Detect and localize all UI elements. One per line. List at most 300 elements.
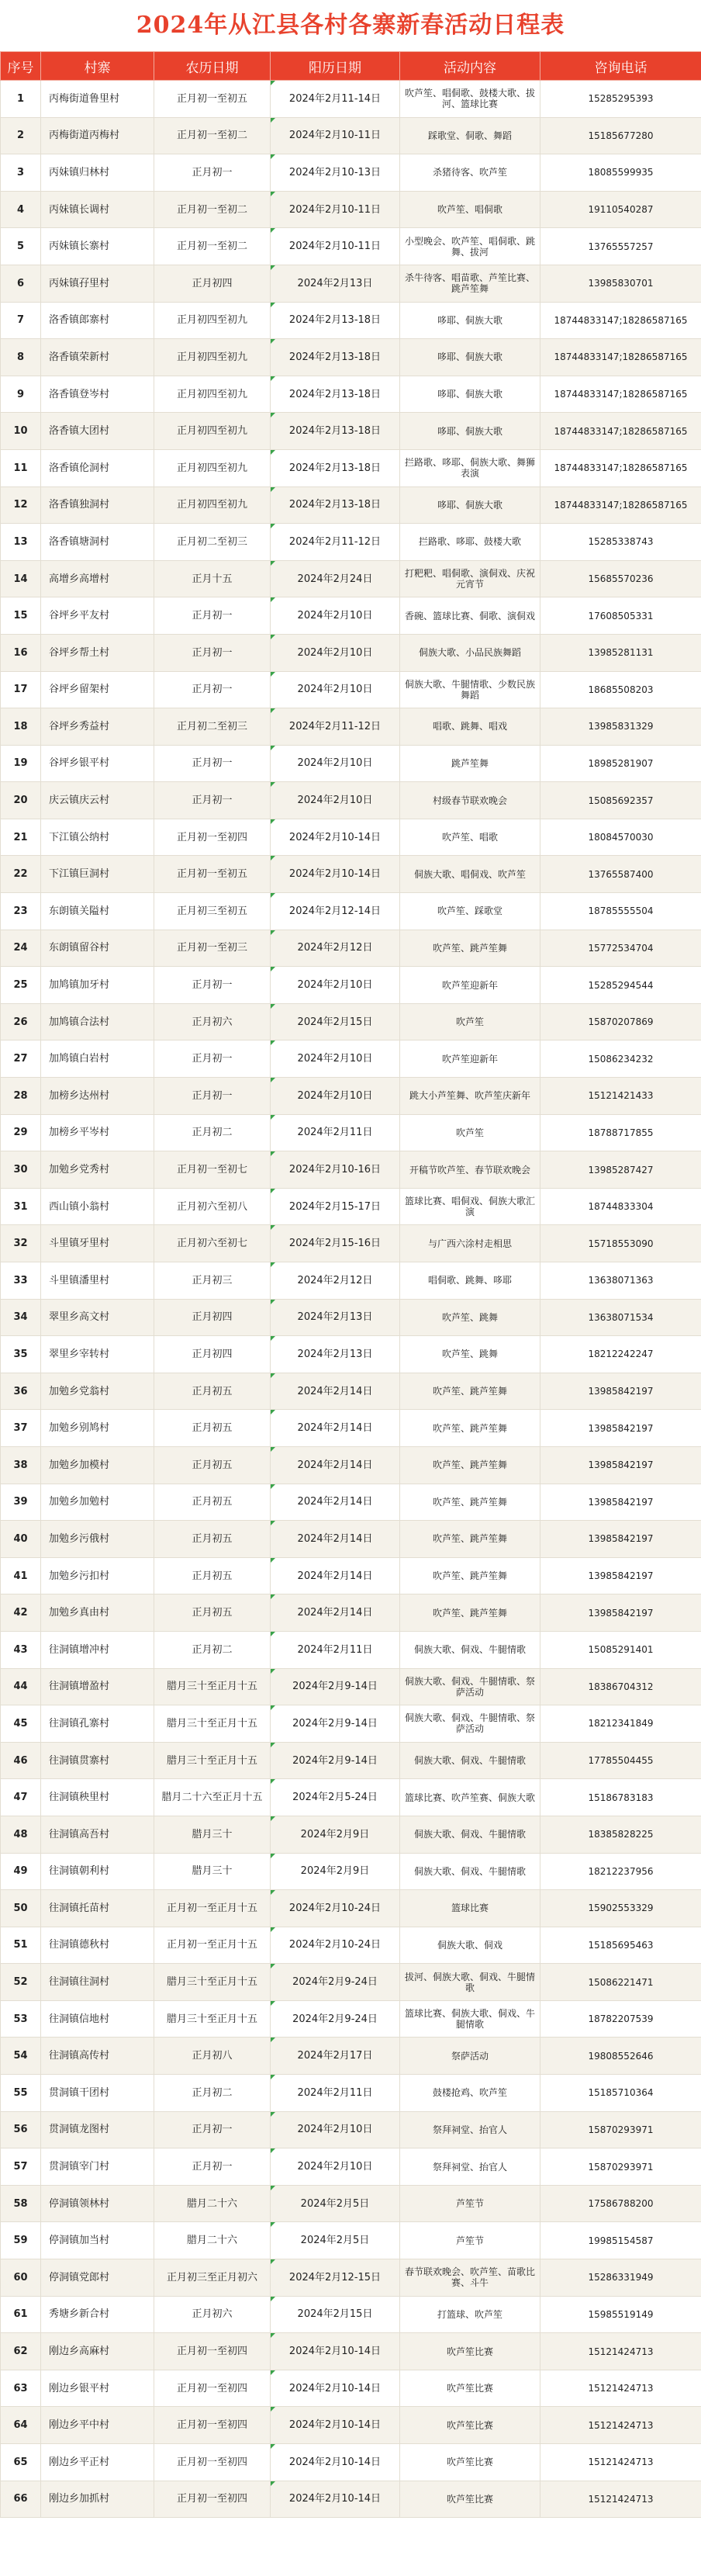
- cell-phone: 15718553090: [540, 1225, 701, 1262]
- cell-activity: 拦路歌、哆耶、鼓楼大歌: [400, 524, 540, 561]
- cell-gregorian-date: 2024年2月10-14日: [271, 2370, 400, 2407]
- cell-village: 加勉乡别鸠村: [41, 1410, 154, 1447]
- cell-lunar-date: 正月初五: [154, 1446, 271, 1484]
- table-row: [1, 1557, 701, 1594]
- cell-village: 谷坪乡留架村: [41, 671, 154, 708]
- cell-lunar-date: 正月初五: [154, 1410, 271, 1447]
- table-row: [1, 1151, 701, 1189]
- cell-gregorian-date: 2024年2月11-14日: [271, 81, 400, 118]
- cell-activity: 吹芦笙比赛: [400, 2333, 540, 2370]
- cell-village: 往洞镇增盈村: [41, 1668, 154, 1705]
- table-row: [1, 2296, 701, 2333]
- cell-index: 19: [1, 745, 41, 782]
- table-row: [1, 930, 701, 967]
- cell-lunar-date: 正月初一至初四: [154, 2444, 271, 2481]
- cell-phone: 15286331949: [540, 2259, 701, 2297]
- cell-gregorian-date: 2024年2月10日: [271, 967, 400, 1004]
- cell-activity: 吹芦笙: [400, 1114, 540, 1151]
- table-row: [1, 339, 701, 376]
- cell-index: 40: [1, 1521, 41, 1558]
- cell-activity: 侗族大歌、牛腿情歌、少数民族舞蹈: [400, 671, 540, 708]
- cell-phone: 13638071534: [540, 1299, 701, 1336]
- schedule-table: [0, 51, 701, 2518]
- cell-village: 洛香镇塘洞村: [41, 524, 154, 561]
- cell-lunar-date: 正月初六: [154, 1003, 271, 1040]
- cell-phone: 13765587400: [540, 856, 701, 893]
- cell-lunar-date: 正月初一至初二: [154, 191, 271, 228]
- cell-village: 谷坪乡帮土村: [41, 634, 154, 671]
- table-row: [1, 1816, 701, 1853]
- cell-phone: 18744833147;18286587165: [540, 376, 701, 413]
- cell-gregorian-date: 2024年2月14日: [271, 1594, 400, 1632]
- cell-lunar-date: 腊月三十至正月十五: [154, 2000, 271, 2038]
- table-row: [1, 1964, 701, 2001]
- cell-activity: 侗族大歌、侗戏、牛腿情歌: [400, 1853, 540, 1890]
- cell-activity: 吹芦笙、踩歌堂: [400, 893, 540, 930]
- cell-gregorian-date: 2024年2月5日: [271, 2222, 400, 2259]
- cell-gregorian-date: 2024年2月10日: [271, 1040, 400, 1078]
- cell-village: 加勉乡污扣村: [41, 1557, 154, 1594]
- cell-phone: 13985842197: [540, 1484, 701, 1521]
- cell-index: 29: [1, 1114, 41, 1151]
- table-row: [1, 560, 701, 597]
- table-row: [1, 191, 701, 228]
- cell-index: 49: [1, 1853, 41, 1890]
- cell-lunar-date: 正月初三: [154, 1262, 271, 1300]
- cell-village: 停洞镇加当村: [41, 2222, 154, 2259]
- cell-lunar-date: 正月初四: [154, 1336, 271, 1373]
- cell-gregorian-date: 2024年2月10日: [271, 634, 400, 671]
- cell-lunar-date: 正月初一: [154, 671, 271, 708]
- cell-lunar-date: 正月十五: [154, 560, 271, 597]
- cell-gregorian-date: 2024年2月12日: [271, 1262, 400, 1300]
- cell-phone: 18212237956: [540, 1853, 701, 1890]
- cell-index: 55: [1, 2075, 41, 2112]
- cell-phone: 13985842197: [540, 1373, 701, 1410]
- cell-phone: 18788717855: [540, 1114, 701, 1151]
- cell-activity: 篮球比赛、侗族大歌、侗戏、牛腿情歌: [400, 2000, 540, 2038]
- cell-lunar-date: 正月初一至初四: [154, 2370, 271, 2407]
- cell-village: 丙妹镇孖里村: [41, 265, 154, 302]
- cell-phone: 15086221471: [540, 1964, 701, 2001]
- cell-lunar-date: 正月初四至初九: [154, 413, 271, 450]
- cell-village: 洛香镇登岑村: [41, 376, 154, 413]
- cell-lunar-date: 正月初一: [154, 745, 271, 782]
- cell-activity: 与广西六涂村走相思: [400, 1225, 540, 1262]
- table-row: [1, 1705, 701, 1743]
- cell-activity: 吹芦笙、跳舞: [400, 1336, 540, 1373]
- cell-phone: 15285295393: [540, 81, 701, 118]
- cell-lunar-date: 正月初一: [154, 967, 271, 1004]
- table-row: [1, 486, 701, 524]
- cell-index: 63: [1, 2370, 41, 2407]
- table-row: [1, 1003, 701, 1040]
- cell-phone: 18744833147;18286587165: [540, 413, 701, 450]
- cell-gregorian-date: 2024年2月9-14日: [271, 1742, 400, 1779]
- cell-index: 54: [1, 2038, 41, 2075]
- cell-phone: 15121424713: [540, 2407, 701, 2444]
- cell-activity: 吹芦笙、跳芦笙舞: [400, 1594, 540, 1632]
- cell-lunar-date: 腊月三十: [154, 1853, 271, 1890]
- cell-phone: 18744833304: [540, 1188, 701, 1225]
- cell-gregorian-date: 2024年2月13-18日: [271, 339, 400, 376]
- table-row: [1, 1040, 701, 1078]
- cell-activity: 吹芦笙比赛: [400, 2370, 540, 2407]
- table-row: [1, 81, 701, 118]
- cell-gregorian-date: 2024年2月13-18日: [271, 413, 400, 450]
- cell-index: 33: [1, 1262, 41, 1300]
- cell-activity: 侗族大歌、侗戏、牛腿情歌、祭萨活动: [400, 1668, 540, 1705]
- cell-phone: 13765557257: [540, 228, 701, 265]
- cell-lunar-date: 正月初一至初五: [154, 81, 271, 118]
- cell-index: 5: [1, 228, 41, 265]
- table-row: [1, 782, 701, 819]
- cell-gregorian-date: 2024年2月10-24日: [271, 1927, 400, 1964]
- cell-index: 23: [1, 893, 41, 930]
- cell-index: 24: [1, 930, 41, 967]
- cell-activity: 吹芦笙、跳芦笙舞: [400, 930, 540, 967]
- cell-activity: 芦笙节: [400, 2222, 540, 2259]
- cell-activity: 吹芦笙: [400, 1003, 540, 1040]
- cell-phone: 18985281907: [540, 745, 701, 782]
- cell-lunar-date: 正月初一至初四: [154, 2481, 271, 2518]
- cell-phone: 15121424713: [540, 2444, 701, 2481]
- cell-gregorian-date: 2024年2月13-18日: [271, 449, 400, 486]
- cell-lunar-date: 正月初一: [154, 597, 271, 635]
- cell-phone: 18085599935: [540, 154, 701, 192]
- cell-gregorian-date: 2024年2月14日: [271, 1410, 400, 1447]
- cell-gregorian-date: 2024年2月14日: [271, 1521, 400, 1558]
- cell-gregorian-date: 2024年2月14日: [271, 1373, 400, 1410]
- cell-phone: 17586788200: [540, 2185, 701, 2222]
- table-row: [1, 1188, 701, 1225]
- cell-lunar-date: 正月初四至初九: [154, 339, 271, 376]
- cell-village: 庆云镇庆云村: [41, 782, 154, 819]
- cell-phone: 19985154587: [540, 2222, 701, 2259]
- cell-index: 46: [1, 1742, 41, 1779]
- cell-activity: 侗族大歌、侗戏: [400, 1927, 540, 1964]
- cell-gregorian-date: 2024年2月10-11日: [271, 117, 400, 154]
- cell-lunar-date: 正月初三至初五: [154, 893, 271, 930]
- cell-village: 丙妹镇长寨村: [41, 228, 154, 265]
- cell-activity: 侗族大歌、侗戏、牛腿情歌: [400, 1816, 540, 1853]
- cell-activity: 打篮球、吹芦笙: [400, 2296, 540, 2333]
- table-row: [1, 154, 701, 192]
- cell-village: 丙妹镇归林村: [41, 154, 154, 192]
- cell-gregorian-date: 2024年2月10日: [271, 597, 400, 635]
- cell-phone: 18212341849: [540, 1705, 701, 1743]
- cell-gregorian-date: 2024年2月9日: [271, 1853, 400, 1890]
- cell-village: 加鸠镇合法村: [41, 1003, 154, 1040]
- table-row: [1, 2038, 701, 2075]
- cell-index: 52: [1, 1964, 41, 2001]
- cell-lunar-date: 正月初一: [154, 2111, 271, 2148]
- cell-index: 38: [1, 1446, 41, 1484]
- cell-lunar-date: 正月初一: [154, 1040, 271, 1078]
- cell-index: 7: [1, 302, 41, 339]
- table-row: [1, 819, 701, 856]
- cell-gregorian-date: 2024年2月24日: [271, 560, 400, 597]
- cell-village: 往洞镇托苗村: [41, 1890, 154, 1927]
- cell-index: 66: [1, 2481, 41, 2518]
- cell-gregorian-date: 2024年2月10-16日: [271, 1151, 400, 1189]
- table-body: [1, 81, 701, 2518]
- cell-phone: 15870293971: [540, 2111, 701, 2148]
- cell-village: 刚边乡平中村: [41, 2407, 154, 2444]
- cell-lunar-date: 腊月三十至正月十五: [154, 1964, 271, 2001]
- cell-activity: 吹芦笙、跳芦笙舞: [400, 1446, 540, 1484]
- table-row: [1, 2148, 701, 2186]
- table-row: [1, 2407, 701, 2444]
- cell-village: 加鸠镇白岩村: [41, 1040, 154, 1078]
- cell-index: 64: [1, 2407, 41, 2444]
- cell-lunar-date: 正月初一: [154, 1078, 271, 1115]
- table-row: [1, 1373, 701, 1410]
- cell-lunar-date: 正月初五: [154, 1484, 271, 1521]
- cell-gregorian-date: 2024年2月11-12日: [271, 708, 400, 746]
- cell-gregorian-date: 2024年2月10-24日: [271, 1890, 400, 1927]
- cell-gregorian-date: 2024年2月13日: [271, 265, 400, 302]
- cell-index: 37: [1, 1410, 41, 1447]
- cell-village: 加勉乡党翁村: [41, 1373, 154, 1410]
- cell-village: 谷坪乡平友村: [41, 597, 154, 635]
- cell-activity: 哆耶、侗族大歌: [400, 486, 540, 524]
- table-row: [1, 1927, 701, 1964]
- table-row: [1, 2075, 701, 2112]
- cell-activity: 侗族大歌、侗戏、牛腿情歌、祭萨活动: [400, 1705, 540, 1743]
- cell-gregorian-date: 2024年2月13日: [271, 1336, 400, 1373]
- cell-index: 10: [1, 413, 41, 450]
- cell-gregorian-date: 2024年2月11日: [271, 1114, 400, 1151]
- cell-gregorian-date: 2024年2月10-14日: [271, 2481, 400, 2518]
- table-row: [1, 856, 701, 893]
- cell-index: 28: [1, 1078, 41, 1115]
- cell-index: 58: [1, 2185, 41, 2222]
- cell-index: 39: [1, 1484, 41, 1521]
- cell-lunar-date: 正月初二: [154, 1114, 271, 1151]
- cell-village: 刚边乡高麻村: [41, 2333, 154, 2370]
- cell-village: 刚边乡平正村: [41, 2444, 154, 2481]
- table-row: [1, 1779, 701, 1816]
- cell-index: 20: [1, 782, 41, 819]
- page-title: 2024年从江县各村各寨新春活动日程表: [136, 12, 565, 39]
- cell-village: 斗里镇牙里村: [41, 1225, 154, 1262]
- table-row: [1, 1078, 701, 1115]
- cell-lunar-date: 正月初一至正月十五: [154, 1927, 271, 1964]
- cell-village: 往洞镇孔寨村: [41, 1705, 154, 1743]
- table-row: [1, 708, 701, 746]
- cell-activity: 篮球比赛、唱侗戏、侗族大歌汇演: [400, 1188, 540, 1225]
- table-row: [1, 1668, 701, 1705]
- cell-village: 往洞镇朝利村: [41, 1853, 154, 1890]
- cell-index: 1: [1, 81, 41, 118]
- table-row: [1, 2481, 701, 2518]
- table-row: [1, 376, 701, 413]
- cell-gregorian-date: 2024年2月10日: [271, 1078, 400, 1115]
- cell-village: 谷坪乡秀益村: [41, 708, 154, 746]
- cell-activity: 侗族大歌、侗戏、牛腿情歌: [400, 1631, 540, 1668]
- cell-gregorian-date: 2024年2月10-14日: [271, 2333, 400, 2370]
- cell-village: 贯洞镇龙图村: [41, 2111, 154, 2148]
- cell-village: 加勉乡加勉村: [41, 1484, 154, 1521]
- cell-activity: 跳芦笙舞: [400, 745, 540, 782]
- cell-lunar-date: 正月初一至初四: [154, 2333, 271, 2370]
- cell-village: 秀塘乡新合村: [41, 2296, 154, 2333]
- cell-gregorian-date: 2024年2月5-24日: [271, 1779, 400, 1816]
- cell-lunar-date: 正月初四至初九: [154, 449, 271, 486]
- cell-activity: 踩歌堂、侗歌、舞蹈: [400, 117, 540, 154]
- cell-activity: 祭拜祠堂、抬官人: [400, 2111, 540, 2148]
- cell-activity: 哆耶、侗族大歌: [400, 302, 540, 339]
- table-row: [1, 1225, 701, 1262]
- cell-index: 26: [1, 1003, 41, 1040]
- cell-lunar-date: 正月初四: [154, 265, 271, 302]
- cell-phone: 15085692357: [540, 782, 701, 819]
- cell-index: 2: [1, 117, 41, 154]
- column-header-activity: 活动内容: [400, 52, 540, 81]
- cell-lunar-date: 正月初二至初三: [154, 708, 271, 746]
- cell-lunar-date: 正月初五: [154, 1373, 271, 1410]
- cell-gregorian-date: 2024年2月10日: [271, 671, 400, 708]
- cell-village: 洛香镇伦洞村: [41, 449, 154, 486]
- cell-phone: 18744833147;18286587165: [540, 449, 701, 486]
- cell-phone: 15285338743: [540, 524, 701, 561]
- table-row: [1, 1521, 701, 1558]
- cell-village: 加鸠镇加牙村: [41, 967, 154, 1004]
- cell-activity: 唱侗歌、跳舞、哆耶: [400, 1262, 540, 1300]
- table-row: [1, 967, 701, 1004]
- table-row: [1, 2000, 701, 2038]
- cell-phone: 13985831329: [540, 708, 701, 746]
- cell-lunar-date: 正月初一至初二: [154, 117, 271, 154]
- cell-lunar-date: 正月初四至初九: [154, 486, 271, 524]
- cell-gregorian-date: 2024年2月13-18日: [271, 486, 400, 524]
- cell-phone: 18785555504: [540, 893, 701, 930]
- cell-village: 下江镇公纳村: [41, 819, 154, 856]
- cell-lunar-date: 正月初一至正月十五: [154, 1890, 271, 1927]
- column-header-phone: 咨询电话: [540, 52, 701, 81]
- cell-activity: 吹芦笙、跳芦笙舞: [400, 1373, 540, 1410]
- cell-lunar-date: 正月初一至初二: [154, 228, 271, 265]
- cell-lunar-date: 正月初六至初八: [154, 1188, 271, 1225]
- cell-activity: 祭拜祠堂、抬官人: [400, 2148, 540, 2186]
- cell-activity: 哆耶、侗族大歌: [400, 413, 540, 450]
- cell-phone: 15121421433: [540, 1078, 701, 1115]
- cell-index: 56: [1, 2111, 41, 2148]
- table-row: [1, 893, 701, 930]
- cell-village: 翠里乡高文村: [41, 1299, 154, 1336]
- table-row: [1, 1484, 701, 1521]
- cell-activity: 吹芦笙、跳芦笙舞: [400, 1521, 540, 1558]
- cell-activity: 鼓楼抢鸡、吹芦笙: [400, 2075, 540, 2112]
- cell-activity: 吹芦笙、唱侗歌: [400, 191, 540, 228]
- cell-phone: 18744833147;18286587165: [540, 486, 701, 524]
- cell-index: 62: [1, 2333, 41, 2370]
- cell-lunar-date: 腊月三十: [154, 1816, 271, 1853]
- cell-lunar-date: 正月初一: [154, 154, 271, 192]
- cell-gregorian-date: 2024年2月10日: [271, 2111, 400, 2148]
- cell-activity: 杀猪待客、吹芦笙: [400, 154, 540, 192]
- cell-phone: 18212242247: [540, 1336, 701, 1373]
- cell-gregorian-date: 2024年2月10-13日: [271, 154, 400, 192]
- cell-village: 谷坪乡银平村: [41, 745, 154, 782]
- cell-index: 25: [1, 967, 41, 1004]
- cell-village: 加勉乡加模村: [41, 1446, 154, 1484]
- cell-activity: 吹芦笙、跳芦笙舞: [400, 1410, 540, 1447]
- cell-lunar-date: 正月初八: [154, 2038, 271, 2075]
- cell-gregorian-date: 2024年2月15-17日: [271, 1188, 400, 1225]
- cell-lunar-date: 正月初六: [154, 2296, 271, 2333]
- cell-index: 21: [1, 819, 41, 856]
- table-row: [1, 745, 701, 782]
- cell-activity: 芦笙节: [400, 2185, 540, 2222]
- table-row: [1, 524, 701, 561]
- cell-lunar-date: 正月初二至初三: [154, 524, 271, 561]
- cell-index: 43: [1, 1631, 41, 1668]
- cell-lunar-date: 正月初五: [154, 1557, 271, 1594]
- cell-activity: 杀牛待客、唱苗歌、芦笙比赛、跳芦笙舞: [400, 265, 540, 302]
- column-header-village: 村寨: [41, 52, 154, 81]
- cell-index: 14: [1, 560, 41, 597]
- table-row: [1, 1446, 701, 1484]
- cell-lunar-date: 正月初一至初七: [154, 1151, 271, 1189]
- cell-village: 刚边乡加抓村: [41, 2481, 154, 2518]
- cell-phone: 15121424713: [540, 2333, 701, 2370]
- cell-activity: 侗族大歌、小品民族舞蹈: [400, 634, 540, 671]
- cell-index: 34: [1, 1299, 41, 1336]
- cell-lunar-date: 腊月三十至正月十五: [154, 1742, 271, 1779]
- cell-phone: 15985519149: [540, 2296, 701, 2333]
- cell-index: 65: [1, 2444, 41, 2481]
- cell-lunar-date: 腊月二十六至正月十五: [154, 1779, 271, 1816]
- cell-index: 45: [1, 1705, 41, 1743]
- cell-village: 刚边乡银平村: [41, 2370, 154, 2407]
- cell-village: 东朗镇关隘村: [41, 893, 154, 930]
- cell-phone: 18385828225: [540, 1816, 701, 1853]
- cell-phone: 18386704312: [540, 1668, 701, 1705]
- cell-activity: 哆耶、侗族大歌: [400, 339, 540, 376]
- table-row: [1, 265, 701, 302]
- table-row: [1, 413, 701, 450]
- cell-village: 东朗镇留谷村: [41, 930, 154, 967]
- cell-lunar-date: 正月初二: [154, 1631, 271, 1668]
- cell-index: 16: [1, 634, 41, 671]
- cell-index: 22: [1, 856, 41, 893]
- cell-index: 31: [1, 1188, 41, 1225]
- cell-lunar-date: 正月初六至初七: [154, 1225, 271, 1262]
- table-row: [1, 1853, 701, 1890]
- cell-gregorian-date: 2024年2月10日: [271, 2148, 400, 2186]
- cell-village: 丙妹镇长调村: [41, 191, 154, 228]
- cell-village: 往洞镇往洞村: [41, 1964, 154, 2001]
- cell-activity: 侗族大歌、唱侗戏、吹芦笙: [400, 856, 540, 893]
- cell-gregorian-date: 2024年2月10日: [271, 745, 400, 782]
- cell-gregorian-date: 2024年2月12-14日: [271, 893, 400, 930]
- cell-activity: 拦路歌、哆耶、侗族大歌、舞狮表演: [400, 449, 540, 486]
- cell-phone: 13985281131: [540, 634, 701, 671]
- cell-phone: 17608505331: [540, 597, 701, 635]
- cell-lunar-date: 腊月二十六: [154, 2185, 271, 2222]
- cell-index: 15: [1, 597, 41, 635]
- cell-activity: 吹芦笙、跳舞: [400, 1299, 540, 1336]
- table-row: [1, 1890, 701, 1927]
- cell-gregorian-date: 2024年2月9-24日: [271, 1964, 400, 2001]
- cell-gregorian-date: 2024年2月9日: [271, 1816, 400, 1853]
- cell-index: 6: [1, 265, 41, 302]
- table-row: [1, 1336, 701, 1373]
- cell-activity: 吹芦笙比赛: [400, 2407, 540, 2444]
- cell-phone: 15186783183: [540, 1779, 701, 1816]
